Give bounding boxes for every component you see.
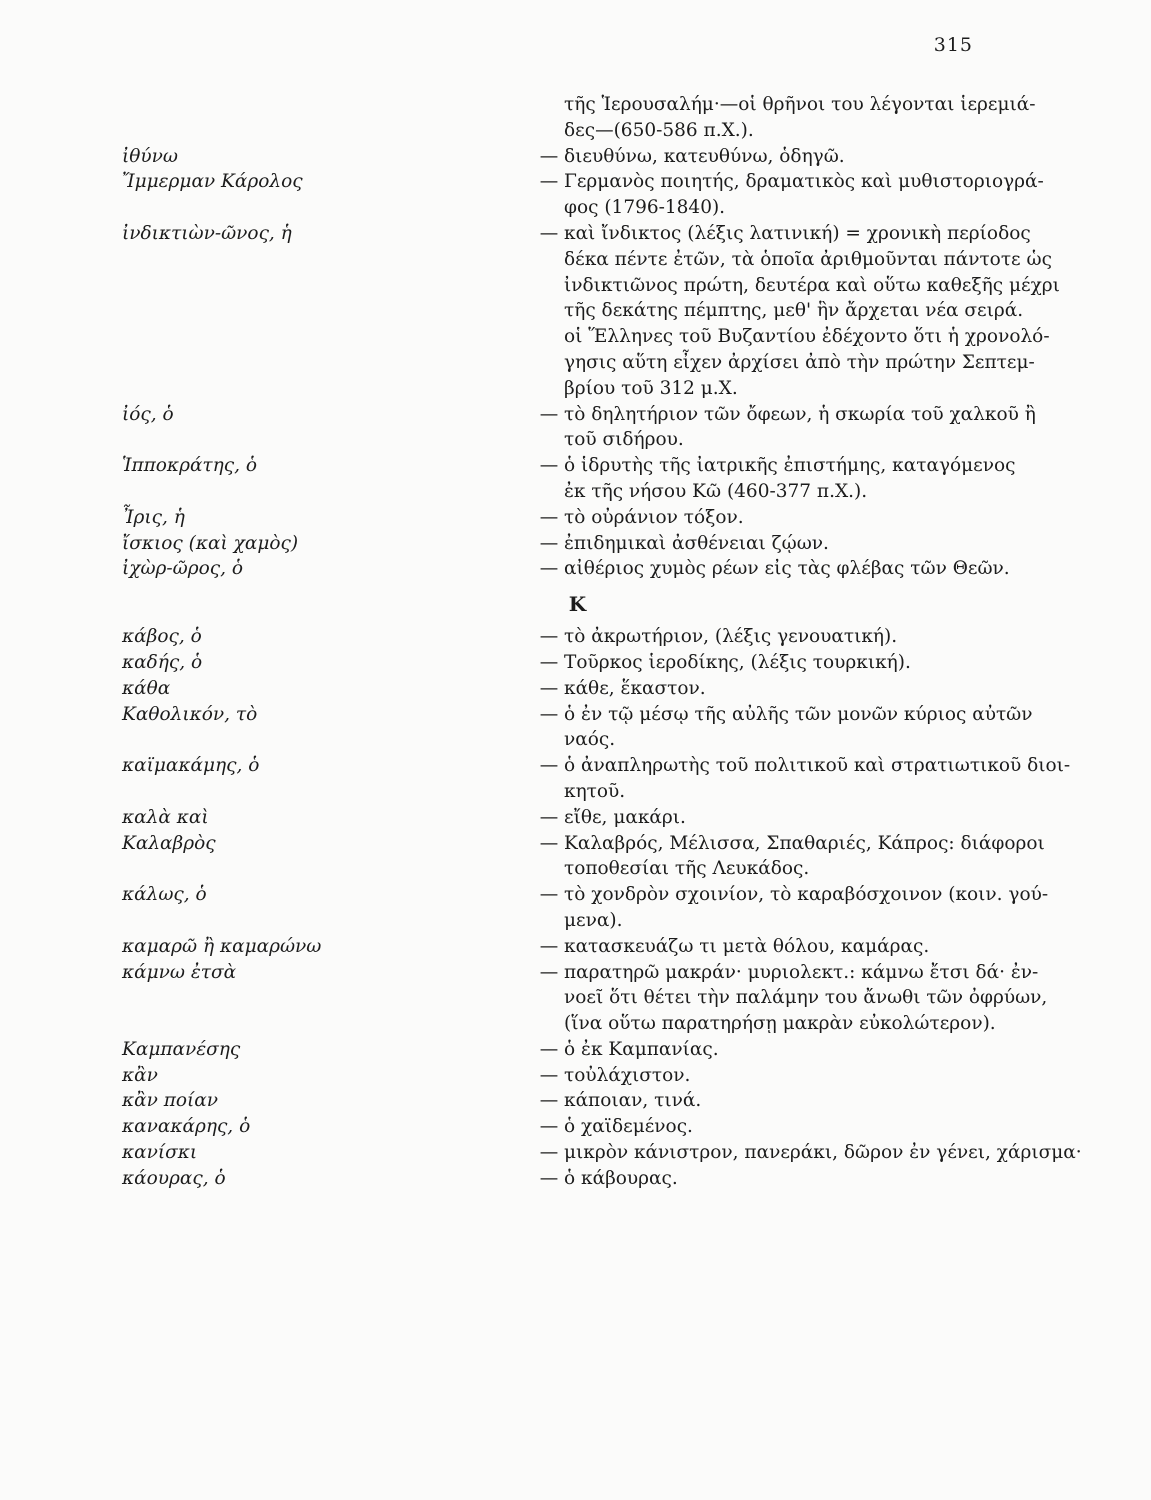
definition-line: ὁ κάβουρας. [564, 1167, 678, 1189]
entry-definition [564, 934, 1096, 960]
definition-line: τοὐλάχιστον. [564, 1064, 691, 1086]
definition-line: κατασκευάζω τι μετὰ θόλου, καμάρας. [564, 935, 930, 957]
entry-definition [564, 1114, 1096, 1140]
entry-dash: — [539, 1090, 559, 1112]
entry-term: ἴσκιος (καὶ χαμὸς) [122, 532, 299, 554]
definition-line: τὸ δηλητήριον τῶν ὄφεων, ἡ σκωρία τοῦ χαλκοῦ ἢ [564, 403, 1036, 425]
entry-definition [564, 144, 1096, 170]
entry-term: κανακάρης, ὁ [122, 1116, 251, 1138]
entry-term [122, 92, 534, 144]
entry-definition [564, 453, 1096, 505]
glossary-entry [122, 402, 1151, 454]
entry-dash [534, 92, 564, 144]
entry-term: ἰθύνω [122, 145, 178, 167]
definition-line: Τοῦρκος ἱεροδίκης, (λέξις τουρκική). [564, 651, 911, 673]
glossary-entry [122, 144, 1151, 170]
entry-definition [564, 1088, 1096, 1114]
entry-dash: — [539, 884, 559, 906]
entry-term: κἂν [122, 1064, 158, 1086]
entry-term: ἰός, ὁ [122, 403, 174, 425]
entry-term: ἰνδικτιὼν-ῶνος, ἡ [122, 222, 292, 244]
definition-line: ὁ ἐν τῷ μέσῳ τῆς αὐλῆς τῶν μονῶν κύριος αὐτῶν [564, 703, 1033, 725]
entry-dash: — [539, 222, 559, 244]
entry-term: Ἱπποκράτης, ὁ [122, 455, 258, 477]
entry-term: καμαρῶ ἢ καμαρώνω [122, 935, 322, 957]
definition-line: μενα). [564, 909, 623, 931]
entry-term: κἂν ποίαν [122, 1090, 219, 1112]
definition-line: τὸ οὐράνιον τόξον. [564, 506, 744, 528]
entry-dash: — [539, 1167, 559, 1189]
definition-line: δέκα πέντε ἐτῶν, τὰ ὁποῖα ἀριθμοῦνται πάντοτε ὡς [564, 248, 1052, 270]
glossary-entry [122, 934, 1151, 960]
entry-dash: — [539, 626, 559, 648]
entry-definition [564, 805, 1096, 831]
glossary-entry [122, 1088, 1151, 1114]
glossary-entry [122, 1140, 1151, 1166]
definition-line: διευθύνω, κατευθύνω, ὁδηγῶ. [564, 145, 845, 167]
definition-line: ἐπιδημικαὶ ἀσθένειαι ζῴων. [564, 532, 829, 554]
entry-term: κάουρας, ὁ [122, 1167, 226, 1189]
entry-term: καδής, ὁ [122, 651, 203, 673]
definition-line: τὸ ἀκρωτήριον, (λέξις γενουατική). [564, 626, 898, 648]
entry-dash: — [539, 171, 559, 193]
entry-term: καϊμακάμης, ὁ [122, 755, 260, 777]
glossary-entry [122, 221, 1151, 402]
entry-dash: — [539, 145, 559, 167]
entry-dash: — [539, 506, 559, 528]
definition-line: μικρὸν κάνιστρον, πανεράκι, δῶρον ἐν γένει, χάρισμα· [564, 1142, 1082, 1164]
entry-dash: — [539, 1116, 559, 1138]
glossary-entry [122, 960, 1151, 1037]
entry-definition [564, 531, 1096, 557]
entry-definition [564, 1140, 1096, 1166]
entry-definition [564, 624, 1096, 650]
entry-definition [564, 556, 1096, 582]
entry-dash: — [539, 532, 559, 554]
entry-definition [564, 882, 1096, 934]
definition-line: ἐκ τῆς νήσου Κῶ (460-377 π.Χ.). [564, 480, 868, 502]
definition-line: κάθε, ἕκαστον. [564, 677, 706, 699]
entry-definition [564, 402, 1096, 454]
section-letter: Κ [568, 592, 587, 617]
glossary-entry [122, 92, 1151, 144]
entry-term: Καλαβρὸς [122, 832, 216, 854]
definition-line: τὸ χονδρὸν σχοινίον, τὸ καραβόσχοινον (κοιν. γού- [564, 884, 1049, 906]
page-number: 315 [933, 34, 973, 56]
definition-line: Γερμανὸς ποιητής, δραματικὸς καὶ μυθιστοριογρά- [564, 171, 1044, 193]
entry-dash: — [539, 558, 559, 580]
entry-definition [564, 702, 1096, 754]
definition-line: ἰνδικτιῶνος πρώτη, δευτέρα καὶ οὕτω καθεξῆς μέχρι [564, 274, 1060, 296]
entries-section-k [0, 624, 1151, 1192]
definition-line: ὁ ἀναπληρωτὴς τοῦ πολιτικοῦ καὶ στρατιωτικοῦ διοι- [564, 755, 1071, 777]
glossary-entry [122, 650, 1151, 676]
definition-line: αἰθέριος χυμὸς ρέων εἰς τὰς φλέβας τῶν Θεῶν. [564, 558, 1010, 580]
entry-dash: — [539, 403, 559, 425]
entry-definition [564, 221, 1096, 402]
entry-dash: — [539, 935, 559, 957]
entry-dash: — [539, 1038, 559, 1060]
glossary-entry [122, 556, 1151, 582]
glossary-entry [122, 676, 1151, 702]
entry-definition [564, 169, 1096, 221]
entry-term: Ἶρις, ἡ [122, 506, 185, 528]
definition-line: οἱ Ἕλληνες τοῦ Βυζαντίου ἐδέχοντο ὅτι ἡ χρονολό- [564, 326, 1050, 348]
entry-definition [564, 1166, 1096, 1192]
entry-term: κάθα [122, 677, 171, 699]
entry-definition [564, 676, 1096, 702]
entry-dash: — [539, 961, 559, 983]
definition-line: εἴθε, μακάρι. [564, 806, 686, 828]
glossary-entry [122, 1037, 1151, 1063]
glossary-entry [122, 1166, 1151, 1192]
glossary-entry [122, 805, 1151, 831]
entry-dash: — [539, 703, 559, 725]
entry-term: καλὰ καὶ [122, 806, 209, 828]
definition-line: κητοῦ. [564, 780, 626, 802]
glossary-entry [122, 882, 1151, 934]
entry-dash: — [539, 455, 559, 477]
glossary-entry [122, 169, 1151, 221]
entry-term: Ἴμμερμαν Κάρολος [122, 171, 303, 193]
entry-definition [564, 960, 1096, 1037]
definition-line: νοεῖ ὅτι θέτει τὴν παλάμην του ἄνωθι τῶν ὀφρύων, [564, 987, 1048, 1009]
entry-dash: — [539, 651, 559, 673]
glossary-entry [122, 453, 1151, 505]
entry-term: Καμπανέσης [122, 1038, 241, 1060]
glossary-entry [122, 1063, 1151, 1089]
entry-definition [564, 92, 1096, 144]
definition-line: τῆς Ἱερουσαλήμ·—οἱ θρῆνοι του λέγονται ἱερεμιά- [564, 94, 1036, 115]
entry-term: κάμνω ἐτσὰ [122, 961, 237, 983]
glossary-entry [122, 1114, 1151, 1140]
glossary-entry [122, 702, 1151, 754]
definition-line: τοποθεσίαι τῆς Λευκάδος. [564, 858, 810, 880]
definition-line: ὁ ἱδρυτὴς τῆς ἰατρικῆς ἐπιστήμης, καταγόμενος [564, 455, 1016, 477]
entries-section-i [0, 92, 1151, 582]
entry-definition [564, 1063, 1096, 1089]
definition-line: γησις αὕτη εἶχεν ἀρχίσει ἀπὸ τὴν πρώτην Σεπτεμ- [564, 351, 1035, 373]
entry-dash: — [539, 806, 559, 828]
glossary-entry [122, 531, 1151, 557]
definition-line: κάποιαν, τινά. [564, 1090, 702, 1112]
glossary-entry [122, 831, 1151, 883]
entry-dash: — [539, 677, 559, 699]
entry-term: Καθολικόν, τὸ [122, 703, 258, 725]
definition-line: ὁ χαϊδεμένος. [564, 1116, 693, 1138]
entry-term: κάβος, ὁ [122, 626, 202, 648]
entry-dash: — [539, 755, 559, 777]
definition-line: καὶ ἴνδικτος (λέξις λατινική) = χρονικὴ περίοδος [564, 222, 1031, 244]
definition-line: τοῦ σιδήρου. [564, 429, 684, 451]
definition-line: βρίου τοῦ 312 μ.Χ. [564, 377, 738, 399]
glossary-entry [122, 753, 1151, 805]
definition-line: (ἵνα οὕτω παρατηρήσῃ μακρὰν εὐκολώτερον). [564, 1013, 996, 1035]
entry-definition [564, 753, 1096, 805]
glossary-entries [0, 92, 1151, 1192]
definition-line: φος (1796-1840). [564, 197, 726, 219]
entry-dash: — [539, 1142, 559, 1164]
entry-term: κάλως, ὁ [122, 884, 207, 906]
entry-term: ἰχὼρ-ῶρος, ὁ [122, 558, 244, 580]
definition-line: ναός. [564, 729, 616, 751]
entry-dash: — [539, 1064, 559, 1086]
glossary-entry [122, 505, 1151, 531]
entry-definition [564, 831, 1096, 883]
entry-definition [564, 1037, 1096, 1063]
entry-definition [564, 505, 1096, 531]
definition-line: Καλαβρός, Μέλισσα, Σπαθαριές, Κάπρος: διάφοροι [564, 832, 1045, 854]
glossary-entry [122, 624, 1151, 650]
definition-line: ὁ ἐκ Καμπανίας. [564, 1038, 719, 1060]
definition-line: παρατηρῶ μακράν· μυριολεκτ.: κάμνω ἔτσι δά· ἐν- [564, 961, 1039, 983]
entry-term: κανίσκι [122, 1142, 198, 1164]
entry-dash: — [539, 832, 559, 854]
definition-line: τῆς δεκάτης πέμπτης, μεθ' ἣν ἄρχεται νέα σειρά. [564, 300, 1024, 322]
entry-definition [564, 650, 1096, 676]
definition-line: δες—(650-586 π.Χ.). [564, 119, 754, 141]
